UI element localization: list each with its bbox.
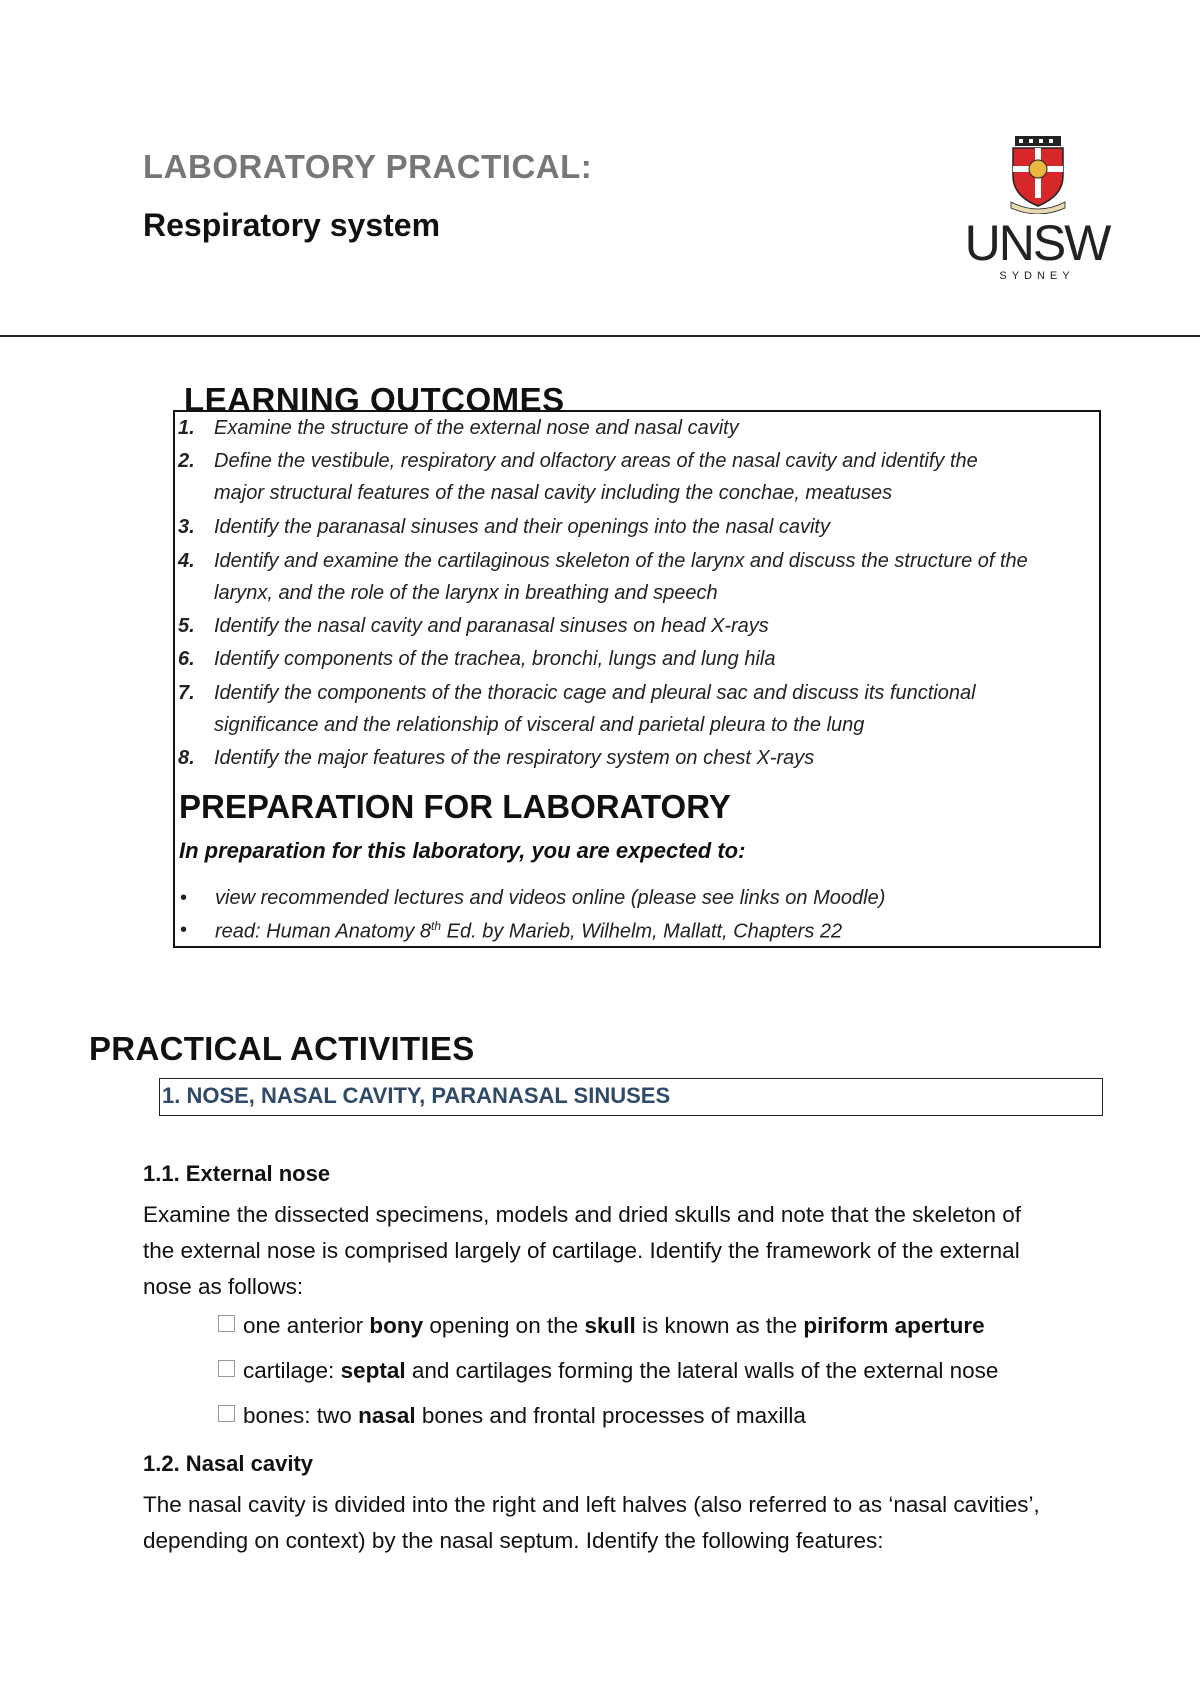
check-bold: piriform aperture (803, 1313, 985, 1338)
bullet-icon: • (180, 919, 188, 941)
checklist-item (218, 1313, 985, 1339)
outcome-text: Identify the nasal cavity and paranasal sinuses on head X-rays (214, 615, 769, 637)
outcome-text: Examine the structure of the external nose and nasal cavity (214, 417, 739, 439)
paragraph-line: Examine the dissected specimens, models and dried skulls and note that the skeleton of (143, 1202, 1022, 1227)
outcome-number: 7. (178, 682, 195, 704)
unsw-crest-icon (1007, 136, 1069, 214)
outcome-number: 8. (178, 747, 195, 769)
reading-suffix: Ed. by Marieb, Wilhelm, Mallatt, Chapters 22 (441, 920, 843, 943)
page-title: LABORATORY PRACTICAL: (143, 148, 593, 185)
bullet-icon: • (180, 887, 188, 909)
practical-activities-heading: PRACTICAL ACTIVITIES (89, 1030, 475, 1067)
preparation-intro: In preparation for this laboratory, you are expected to: (179, 838, 746, 863)
outcome-text: Identify the major features of the respiratory system on chest X-rays (214, 747, 815, 769)
outcome-text: larynx, and the role of the larynx in breathing and speech (214, 582, 718, 604)
check-text: is known as the (635, 1313, 804, 1338)
header-divider (0, 335, 1200, 337)
checklist-item (218, 1403, 806, 1429)
check-text: bones: two (243, 1403, 359, 1428)
bullet-text: view recommended lectures and videos online (please see links on Moodle) (215, 887, 886, 909)
checkbox-icon (218, 1360, 235, 1377)
outcome-text: Identify the components of the thoracic cage and pleural sac and discuss its functional (214, 682, 976, 704)
check-text: bones and frontal processes of maxilla (415, 1403, 806, 1428)
subsection-heading: 1.1. External nose (143, 1161, 331, 1186)
outcome-text: Define the vestibule, respiratory and olfactory areas of the nasal cavity and identify the (214, 450, 978, 472)
outcome-text: Identify and examine the cartilaginous skeleton of the larynx and discuss the structure of the (214, 550, 1028, 572)
check-bold: skull (584, 1313, 636, 1338)
learning-outcomes-heading: LEARNING OUTCOMES (184, 381, 565, 411)
outcome-number: 3. (178, 516, 195, 538)
outcome-number: 4. (178, 550, 195, 572)
outcome-number: 2. (178, 450, 195, 472)
unsw-wordmark: UNSW (964, 215, 1110, 271)
reading-prefix: read: Human Anatomy 8 (215, 920, 432, 943)
outcome-number: 5. (178, 615, 195, 637)
check-text: opening on the (423, 1313, 585, 1338)
outcome-number: 1. (178, 417, 195, 439)
check-text: and cartilages forming the lateral walls of the external nose (405, 1358, 999, 1383)
paragraph-line: depending on context) by the nasal septum. Identify the following features: (143, 1528, 884, 1553)
checkbox-icon (218, 1315, 235, 1332)
page-subtitle: Respiratory system (143, 207, 441, 243)
check-text: cartilage: (243, 1358, 341, 1383)
unsw-location: SYDNEY (999, 270, 1075, 282)
outcome-number: 6. (178, 648, 195, 670)
edition-superscript: th (431, 919, 442, 933)
preparation-heading: PREPARATION FOR LABORATORY (179, 788, 731, 825)
unsw-logo (962, 130, 1112, 290)
outcome-text: Identify components of the trachea, bronchi, lungs and lung hila (214, 648, 776, 670)
bullet-text (215, 919, 1075, 944)
subsection-heading: 1.2. Nasal cavity (143, 1451, 314, 1476)
checklist-item (218, 1358, 998, 1384)
check-bold: septal (340, 1358, 406, 1383)
paragraph-line: the external nose is comprised largely of cartilage. Identify the framework of the external (143, 1238, 1020, 1263)
check-bold: bony (369, 1313, 424, 1338)
checkbox-icon (218, 1405, 235, 1422)
check-text: one anterior (243, 1313, 370, 1338)
paragraph-line: nose as follows: (143, 1274, 304, 1299)
outcome-text: Identify the paranasal sinuses and their openings into the nasal cavity (214, 516, 830, 538)
paragraph-line: The nasal cavity is divided into the right and left halves (also referred to as ‘nasal cavities’, (143, 1492, 1040, 1517)
section-title: 1. NOSE, NASAL CAVITY, PARANASAL SINUSES (162, 1083, 671, 1108)
check-bold: nasal (358, 1403, 416, 1428)
outcome-text: major structural features of the nasal cavity including the conchae, meatuses (214, 482, 893, 504)
outcome-text: significance and the relationship of visceral and parietal pleura to the lung (214, 714, 865, 736)
